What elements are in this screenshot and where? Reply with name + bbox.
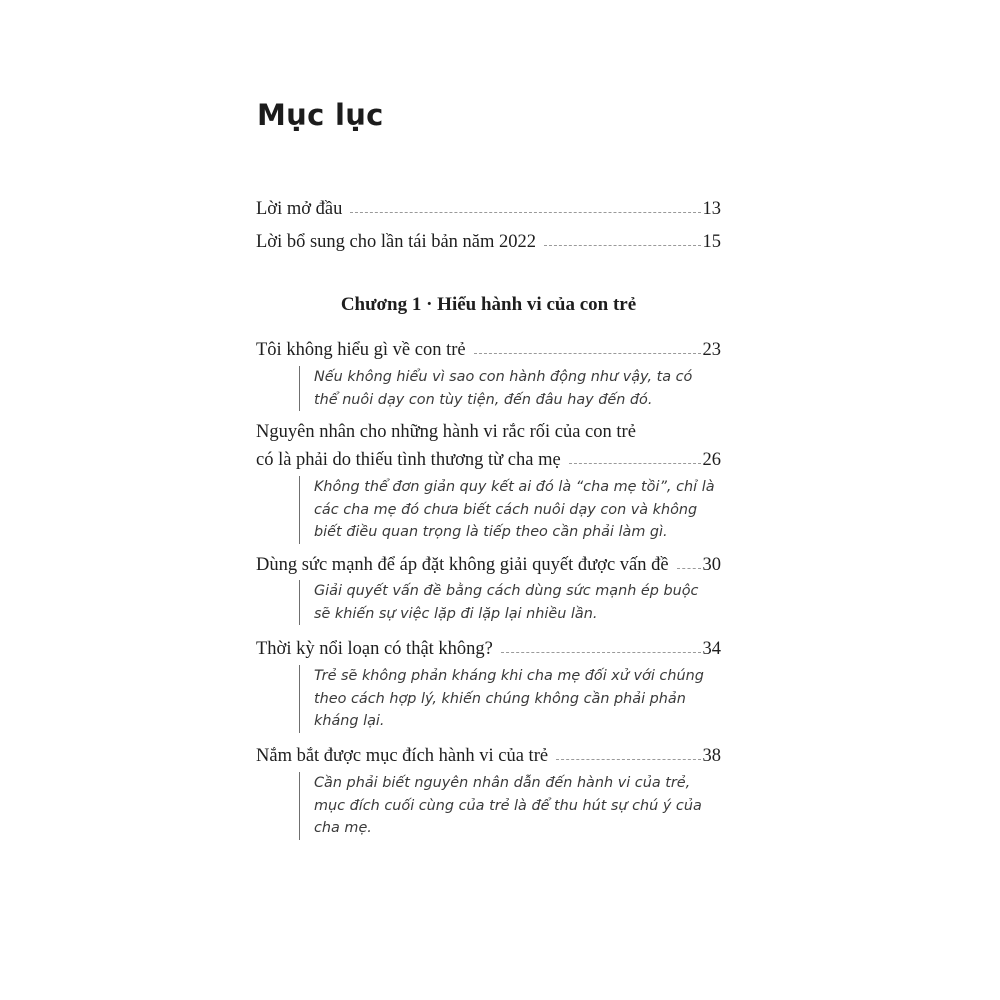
summary-line: Không thể đơn giản quy kết ai đó là “cha mẹ tồi”, chỉ là	[314, 479, 715, 495]
summary-line: Nếu không hiểu vì sao con hành động như vậy, ta có	[314, 369, 693, 385]
summary-line: Trẻ sẽ không phản kháng khi cha mẹ đối xử với chúng	[314, 668, 704, 684]
toc-entry[interactable]	[256, 335, 721, 365]
summary-line: biết điều quan trọng là tiếp theo cần phải làm gì.	[314, 524, 668, 540]
toc-entry-title: Thời kỳ nổi loạn có thật không?	[256, 639, 493, 659]
toc-entry[interactable]	[256, 741, 721, 771]
dot-leader	[569, 462, 701, 464]
toc-entry-summary	[299, 366, 734, 411]
toc-entry[interactable]	[256, 634, 721, 664]
summary-line: Cần phải biết nguyên nhân dẫn đến hành vi của trẻ,	[314, 775, 691, 791]
summary-line: kháng lại.	[314, 713, 385, 729]
toc-entry-title: Nguyên nhân cho những hành vi rắc rối của con trẻ	[256, 422, 636, 442]
dot-leader	[474, 352, 701, 354]
toc-entry-summary	[299, 665, 734, 733]
summary-line: theo cách hợp lý, khiến chúng không cần phải phản	[314, 690, 686, 707]
toc-entry-page: 23	[702, 340, 721, 360]
toc-entry-summary	[299, 476, 734, 544]
dot-leader	[501, 651, 701, 653]
toc-entry-page: 13	[702, 199, 721, 219]
summary-line: Giải quyết vấn đề bằng cách dùng sức mạnh ép buộc	[314, 583, 699, 599]
dot-leader	[556, 758, 700, 760]
chapter-heading: Chương 1 · Hiểu hành vi của con trẻ	[340, 294, 637, 315]
dot-leader	[677, 567, 701, 569]
dot-leader	[544, 244, 700, 246]
toc-entry-title: Lời mở đầu	[256, 199, 343, 219]
toc-entry-page: 15	[702, 232, 721, 252]
toc-entry-page: 34	[702, 639, 721, 659]
summary-line: các cha mẹ đó chưa biết cách nuôi dạy con và không	[314, 501, 698, 518]
toc-entry-title: Dùng sức mạnh để áp đặt không giải quyết được vấn đề	[256, 555, 669, 575]
page-title: Mục lục	[257, 98, 384, 132]
toc-entry-summary	[299, 580, 734, 625]
toc-entry-page: 26	[702, 450, 721, 470]
summary-line: cha mẹ.	[314, 820, 372, 836]
toc-entry-title: Lời bổ sung cho lần tái bản năm 2022	[256, 232, 537, 252]
summary-line: mục đích cuối cùng của trẻ là để thu hút sự chú ý của	[314, 797, 702, 814]
toc-entry-summary	[299, 772, 734, 840]
toc-entry[interactable]	[256, 417, 721, 475]
toc-entry-title: Nắm bắt được mục đích hành vi của trẻ	[256, 746, 549, 766]
toc-entry-page: 38	[702, 746, 721, 766]
summary-line: sẽ khiến sự việc lặp đi lặp lại nhiều lần.	[314, 605, 598, 622]
dot-leader	[350, 211, 700, 213]
toc-entry-reprint-note[interactable]	[256, 227, 721, 257]
toc-entry-page: 30	[702, 555, 721, 575]
toc-entry-title-continued: có là phải do thiếu tình thương từ cha mẹ	[256, 450, 561, 470]
toc-entry-preface[interactable]	[256, 194, 721, 224]
summary-line: thể nuôi dạy con tùy tiện, đến đâu hay đến đó.	[314, 391, 653, 408]
toc-entry[interactable]	[256, 550, 721, 580]
toc-entry-title: Tôi không hiểu gì về con trẻ	[256, 340, 466, 360]
